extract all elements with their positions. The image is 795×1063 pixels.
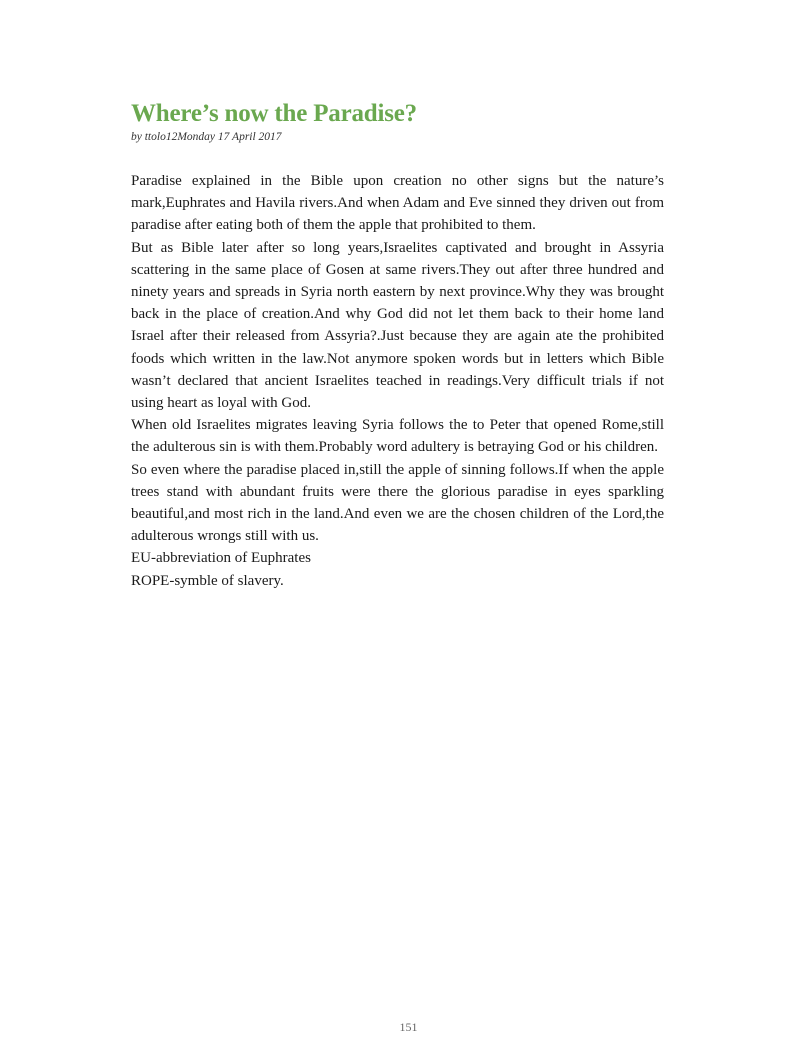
note-eu: EU-abbreviation of Euphrates (131, 550, 311, 567)
note-rope: ROPE-symble of slavery. (131, 572, 284, 589)
paragraph-2: But as Bible later after so long years,Israelites captivated and brought in Assyria scattering in the same place of Gosen at same rivers.They out after three hundred and ninety years and spreads in Syria north eastern by next province.Why they was brought back in the place of creation.And why God did not let them back to their home land Israel after their released from Assyria?.Just because they are again ate the prohibited foods which written in the law.Not anymore spoken words but in letters which Bible wasn’t declared that ancient Israelites teached in readings.Very difficult trials if not using heart as loyal with God. (131, 239, 664, 412)
paragraph-3: When old Israelites migrates leaving Syria follows the to Peter that opened Rome,still the adulterous sin is with them.Probably word adultery is betraying God or his children. (131, 417, 664, 456)
page-number: 151 (399, 1020, 418, 1034)
article-byline: by ttolo12Monday 17 April 2017 (131, 131, 282, 143)
article (131, 99, 664, 592)
article-body (131, 170, 664, 592)
paragraph-1: Paradise explained in the Bible upon creation no other signs but the nature’s mark,Euphrates and Havila rivers.And when Adam and Eve sinned they driven out from paradise after eating both of them the apple that prohibited to them. (131, 173, 664, 234)
paragraph-4: So even where the paradise placed in,still the apple of sinning follows.If when the apple trees stand with abundant fruits were there the glorious paradise in eyes sparkling beautiful,and most rich in the land.And even we are the chosen children of the Lord,the adulterous wrongs still with us. (131, 461, 664, 545)
article-title: Where’s now the Paradise? (131, 100, 417, 127)
